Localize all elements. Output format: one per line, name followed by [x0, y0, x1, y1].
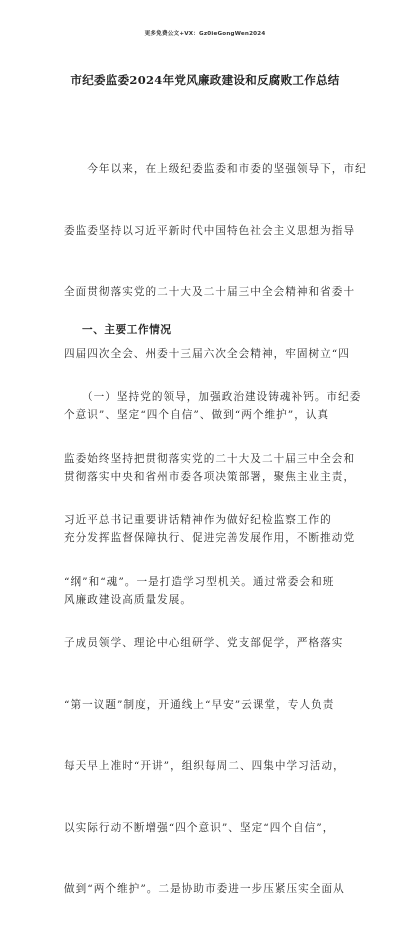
document-title: 市纪委监委2024年党风廉政建设和反腐败工作总结	[70, 73, 340, 87]
paragraph-line: 习近平总书记重要讲话精神作为做好纪检监察工作的	[64, 514, 332, 526]
paragraph-line: 今年以来，在上级纪委监委和市委的坚强领导下，市纪	[64, 163, 367, 175]
body-paragraph	[64, 346, 362, 941]
header-note: 更多免费公文+VX：Gz0ieGongWen2024	[144, 31, 266, 37]
paragraph-line: 以实际行动不断增强“四个意识”、坚定“四个自信”，	[64, 821, 335, 834]
paragraph-line: 监委始终坚持把贯彻落实党的二十大及二十届三中全会和	[64, 452, 356, 465]
paragraph-line: 子成员领学、理论中心组研学、党支部促学，严格落实	[64, 637, 344, 649]
paragraph-line: 全面贯彻落实党的二十大及二十届三中全会精神和省委十	[64, 286, 356, 298]
paragraph-line: 个意识”、坚定“四个自信”、做到“两个维护”，认真	[64, 409, 330, 421]
paragraph-line: 贯彻落实中央和省州市委各项决策部署，聚焦主业主责，	[64, 470, 356, 483]
paragraph-line: “纲”和“魂”。一是打造学习型机关。通过常委会和班	[64, 575, 335, 588]
paragraph-line: “第一议题”制度，开通线上“早安”云课堂，专人负责	[64, 698, 335, 711]
paragraph-line: 四届四次全会、州委十三届六次全会精神，牢固树立“四	[64, 347, 350, 360]
paragraph-line: 做到“两个维护”。二是协助市委进一步压紧压实全面从	[64, 883, 345, 895]
paragraph-line: 充分发挥监督保障执行、促进完善发展作用，不断推动党	[64, 532, 356, 544]
paragraph-line: 风廉政建设高质量发展。	[64, 593, 193, 606]
section-heading: 一、主要工作情况	[82, 324, 172, 336]
paragraph-line: （一）坚持党的领导，加强政治建设铸魂补钙。市纪委	[64, 391, 362, 403]
paragraph-line: 委监委坚持以习近平新时代中国特色社会主义思想为指导	[64, 224, 356, 237]
paragraph-line: 每天早上准时“开讲”，组织每周二、四集中学习活动，	[64, 760, 345, 772]
